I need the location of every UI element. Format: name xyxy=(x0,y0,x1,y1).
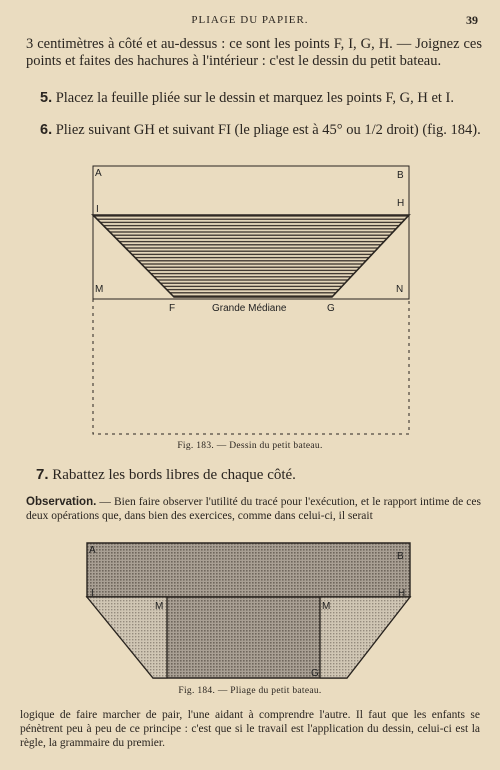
fig183-label-B: B xyxy=(397,170,404,181)
step-5-number: 5. xyxy=(40,90,53,106)
fig183-label-I: I xyxy=(96,204,99,215)
fig183-label-M: M xyxy=(95,284,104,295)
fig183-label-F: F xyxy=(169,303,176,314)
fig183-median-label: Grande Médiane xyxy=(212,303,287,314)
observation-label: Observation. xyxy=(26,496,97,508)
page-number: 39 xyxy=(466,13,478,27)
fig183-label-A: A xyxy=(95,168,102,179)
fig183-label-H: H xyxy=(397,198,405,209)
figure-184 xyxy=(87,543,410,679)
step-7-number: 7. xyxy=(36,466,49,483)
paragraph-points-text: 3 centimètres à côté et au-dessus : ce sont les points F, I, G, H. — Joignez ces points et faites des hachures à l'intérieur : c'est le dessin du petit bateau. xyxy=(26,36,482,69)
closing-paragraph: logique de faire marcher de pair, l'une aidant à comprendre l'autre. Il faut que les enfants se pénètrent peu à peu de ce principe : c'est que si le travail est l'application du dessin, celui-ci est la règle, la grammaire du premier. xyxy=(20,709,480,749)
step-7 xyxy=(36,466,296,484)
fig184-label-A: A xyxy=(89,545,96,556)
fig184-right-fold xyxy=(320,597,410,678)
fig184-label-H: H xyxy=(398,588,406,599)
fig184-label-G: G xyxy=(311,668,319,679)
step-6-text: Pliez suivant GH et suivant FI (le pliage est à 45° ou 1/2 droit) (fig. 184). xyxy=(52,122,481,138)
fig183-label-N: N xyxy=(396,284,404,295)
observation xyxy=(26,495,481,523)
fig184-label-M-left: M xyxy=(155,601,164,612)
fig184-caption: Fig. 184. — Pliage du petit bateau. xyxy=(178,686,322,696)
fig184-label-M-right: M xyxy=(322,601,331,612)
fig184-label-I: I xyxy=(91,588,94,599)
fig184-label-B: B xyxy=(397,551,404,562)
step-7-text: Rabattez les bords libres de chaque côté. xyxy=(48,467,296,483)
running-title: PLIAGE DU PAPIER. xyxy=(191,14,309,26)
step-6-number: 6. xyxy=(40,122,53,138)
fig183-caption: Fig. 183. — Dessin du petit bateau. xyxy=(177,441,323,451)
fig183-dashed-sheet xyxy=(93,299,409,434)
observation-text: — Bien faire observer l'utilité du tracé pour l'exécution, et le rapport intime de ces deux opérations que, dans bien des exercices, comme dans celui-ci, il serait xyxy=(26,496,481,522)
fig183-boat-drawing xyxy=(93,215,409,297)
fig184-upper-band xyxy=(87,543,410,597)
step-5-text: Placez la feuille pliée sur le dessin et marquez les points F, G, H et I. xyxy=(52,90,454,106)
fig183-label-G: G xyxy=(327,303,335,314)
